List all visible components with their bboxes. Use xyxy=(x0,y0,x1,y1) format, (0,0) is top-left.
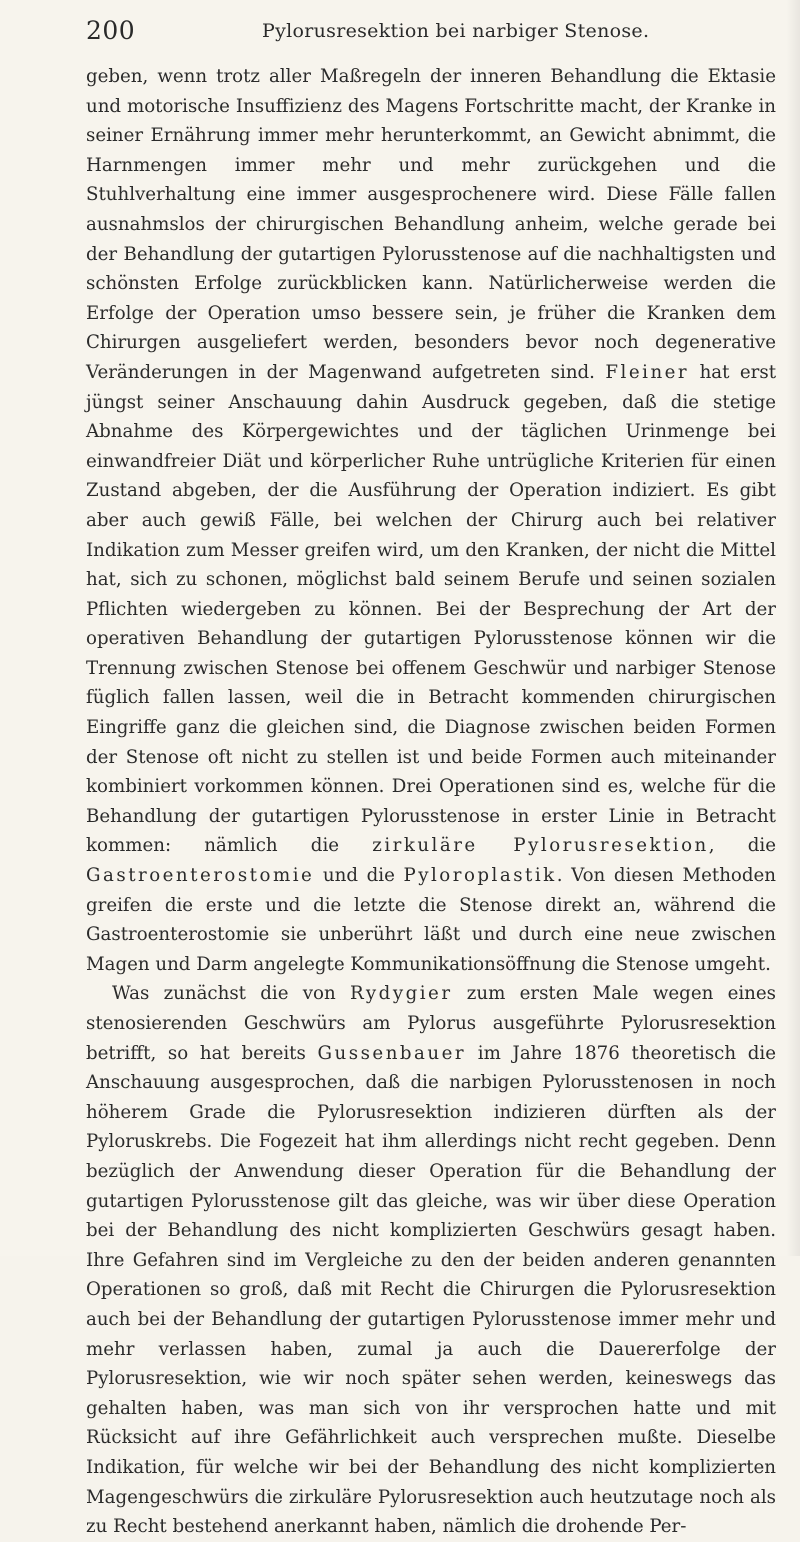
page-header xyxy=(86,16,776,46)
body-text xyxy=(86,62,776,1542)
text-run: Was zunächst die von xyxy=(112,983,351,1005)
spaced-emphasis: Gastroenterostomie xyxy=(86,865,315,887)
text-run: , die xyxy=(708,835,776,857)
text-run: hat erst jüngst seiner Anschauung dahin Ausdruck gegeben, daß die stetige Abnahme des Körpergewichtes und der täglichen Urinmenge bei einwandfreier Diät und körperlicher Ruhe untrügliche Kriterien für einen Zustand abgeben, der die Ausführung der Operation indiziert. Es gibt aber auch gewiß Fälle, bei welchen der Chirurg auch bei relativer Indikation zum Messer greifen wird, um den Kranken, der nicht die Mittel hat, sich zu schonen, möglichst bald seinem Berufe und seinen sozialen Pflichten wiedergeben zu können. Bei der Besprechung der Art der operativen Behandlung der gutartigen Pylorusstenose können wir die Trennung zwischen Stenose bei offenem Geschwür und narbiger Stenose füglich fallen lassen, weil die in Betracht kommenden chirurgischen Eingriffe ganz die gleichen sind, die Diagnose zwischen beiden Formen der Stenose oft nicht zu stellen ist und beide Formen auch miteinander kombiniert vorkommen können. Drei Operationen sind es, welche für die Behandlung der gutartigen Pylorusstenose in erster Linie in Betracht kommen: nämlich die xyxy=(86,361,777,857)
spaced-emphasis: Gussenbauer xyxy=(317,1042,467,1064)
paragraph xyxy=(86,62,776,979)
text-run: . Von diesen Methoden greifen die erste und die letzte die Stenose direkt an, während die Gastroenterostomie sie unberührt läßt und durch eine neue zwischen Magen und Darm angelegte Kommunikationsöffnung die Stenose umgeht. xyxy=(86,865,776,975)
spaced-emphasis: zirkuläre Pylorusresektion xyxy=(372,835,709,857)
text-run: und die xyxy=(314,865,404,887)
running-head: Pylorusresektion bei narbiger Stenose. xyxy=(262,20,650,42)
text-run: geben, wenn trotz aller Maßregeln der inneren Behandlung die Ektasie und motorische Insuffizienz des Magens Fortschritte macht, der Kranke in seiner Ernährung immer mehr herunterkommt, an Gewicht abnimmt, die Harnmengen immer mehr und mehr zurückgehen und die Stuhlverhaltung eine immer ausgesprochenere wird. Diese Fälle fallen ausnahmslos der chirurgischen Behandlung anheim, welche gerade bei der Behandlung der gutartigen Pylorusstenose auf die nachhaltigsten und schönsten Erfolge zurückblicken kann. Natürlicherweise werden die Erfolge der Operation umso bessere sein, je früher die Kranken dem Chirurgen ausgeliefert werden, besonders bevor noch degenerative Veränderungen in der Magenwand aufgetreten sind. xyxy=(86,66,776,383)
spaced-emphasis: Pyloroplastik xyxy=(403,865,557,887)
text-run: im Jahre 1876 theoretisch die Anschauung ausgesprochen, daß die narbigen Pylorusstenosen in noch höherem Grade die Pylorusresektion indizieren dürften als der Pyloruskrebs. Die Fogezeit hat ihm allerdings nicht recht gegeben. Denn bezüglich der Anwendung dieser Operation für die Behandlung der gutartigen Pylorusstenose gilt das gleiche, was wir über diese Operation bei der Behandlung des nicht komplizierten Geschwürs gesagt haben. Ihre Gefahren sind im Vergleiche zu den der beiden anderen genannten Operationen so groß, daß mit Recht die Chirurgen die Pylorusresektion auch bei der Behandlung der gutartigen Pylorusstenose immer mehr und mehr verlassen haben, zumal ja auch die Dauererfolge der Pylorusresektion, wie wir noch später sehen werden, keineswegs das gehalten haben, was man sich von ihr versprochen hatte und mit Rücksicht auf ihre Gefährlichkeit auch versprechen mußte. Dieselbe Indikation, für welche wir bei der Behandlung des nicht komplizierten Magengeschwürs die zirkuläre Pylorusresektion auch heutzutage noch als zu Recht bestehend anerkannt haben, nämlich die drohende Per- xyxy=(86,1042,776,1538)
page-number: 200 xyxy=(86,16,136,45)
spaced-emphasis: Fleiner xyxy=(605,361,690,383)
page-edge-shadow xyxy=(786,0,800,1256)
paragraph xyxy=(86,979,776,1541)
text-run: zum ersten Male wegen eines stenosierenden Geschwürs am Pylorus ausgeführte Pylorusresektion betrifft, so hat bereits xyxy=(86,983,776,1064)
spaced-emphasis: Rydygier xyxy=(350,983,453,1005)
